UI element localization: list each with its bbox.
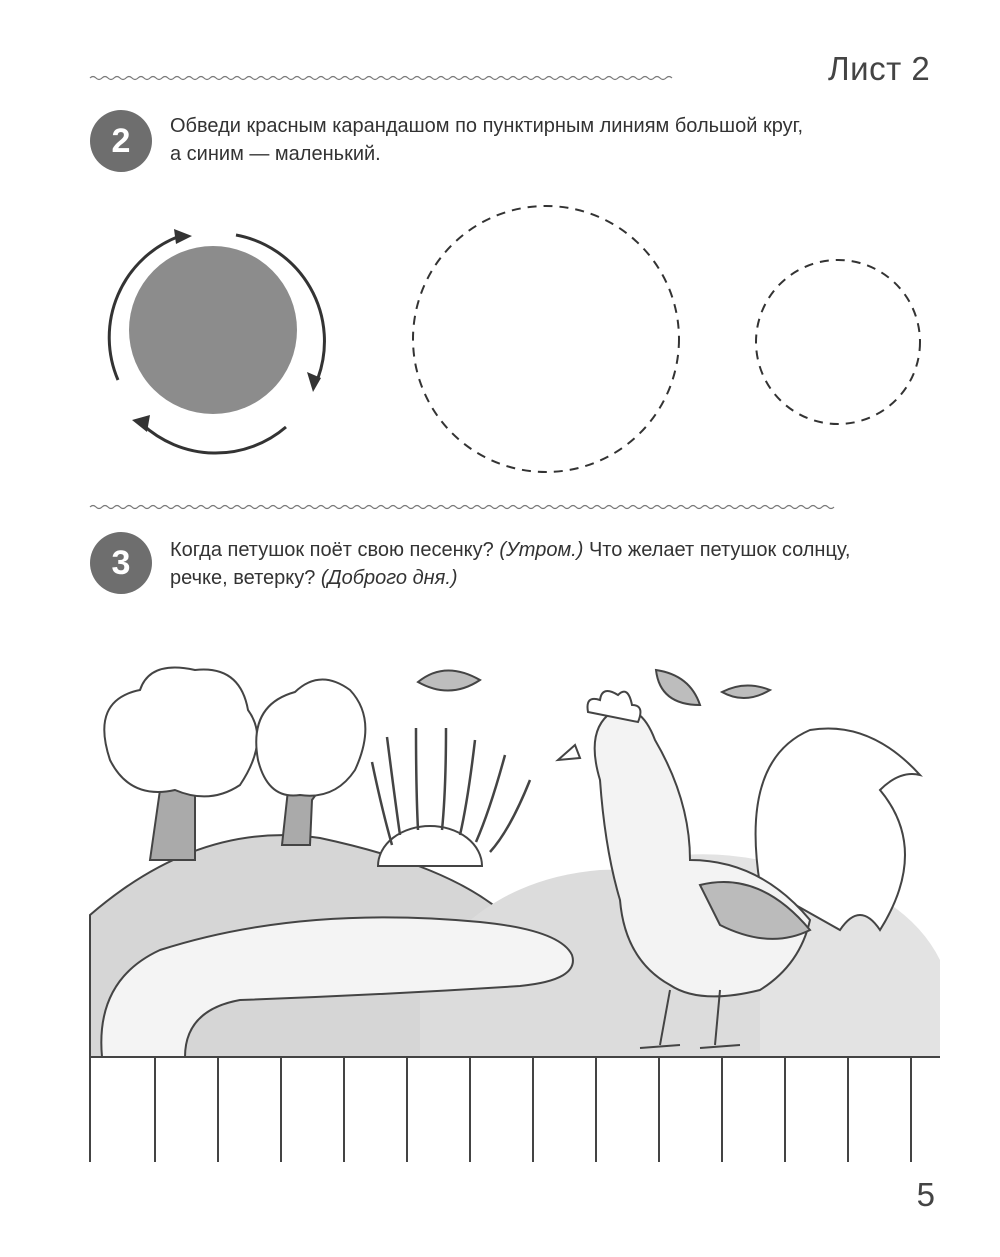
task-3-question-1: Когда петушок поёт свою песенку? <box>170 539 494 561</box>
rooster-comb <box>588 691 641 722</box>
task-2-line-1: Обведи красным карандашом по пунктирным линиям большой круг, <box>170 115 804 137</box>
sheet-label: Лист 2 <box>828 50 931 87</box>
dashed-large-circle <box>413 206 679 472</box>
page-number: 5 <box>916 1176 935 1213</box>
sun <box>378 826 482 866</box>
rooster-beak <box>558 745 580 760</box>
task-3-answer-2: (Доброго дня.) <box>320 567 458 589</box>
task-2-badge: 2 <box>90 110 152 172</box>
rooster-scene-illustration <box>90 668 940 1163</box>
task-3-line-2 <box>170 564 970 592</box>
middle-wavy-divider <box>90 506 834 509</box>
task-2-instruction <box>170 112 960 168</box>
task-3-question-3: речке, ветерку? <box>170 567 316 589</box>
dashed-small-circle <box>756 260 920 424</box>
top-wavy-divider <box>90 77 672 80</box>
filled-circle-example <box>129 246 297 414</box>
task-3-instruction <box>170 536 970 592</box>
trees <box>104 668 365 861</box>
task-3-answer-1: (Утром.) <box>499 539 584 561</box>
task-3-line-1 <box>170 536 970 564</box>
fence <box>90 1057 940 1162</box>
task-2-line-2: а синим — маленький. <box>170 143 381 165</box>
task-3-question-2: Что желает петушок солнцу, <box>588 539 851 561</box>
task-3-badge: 3 <box>90 532 152 594</box>
